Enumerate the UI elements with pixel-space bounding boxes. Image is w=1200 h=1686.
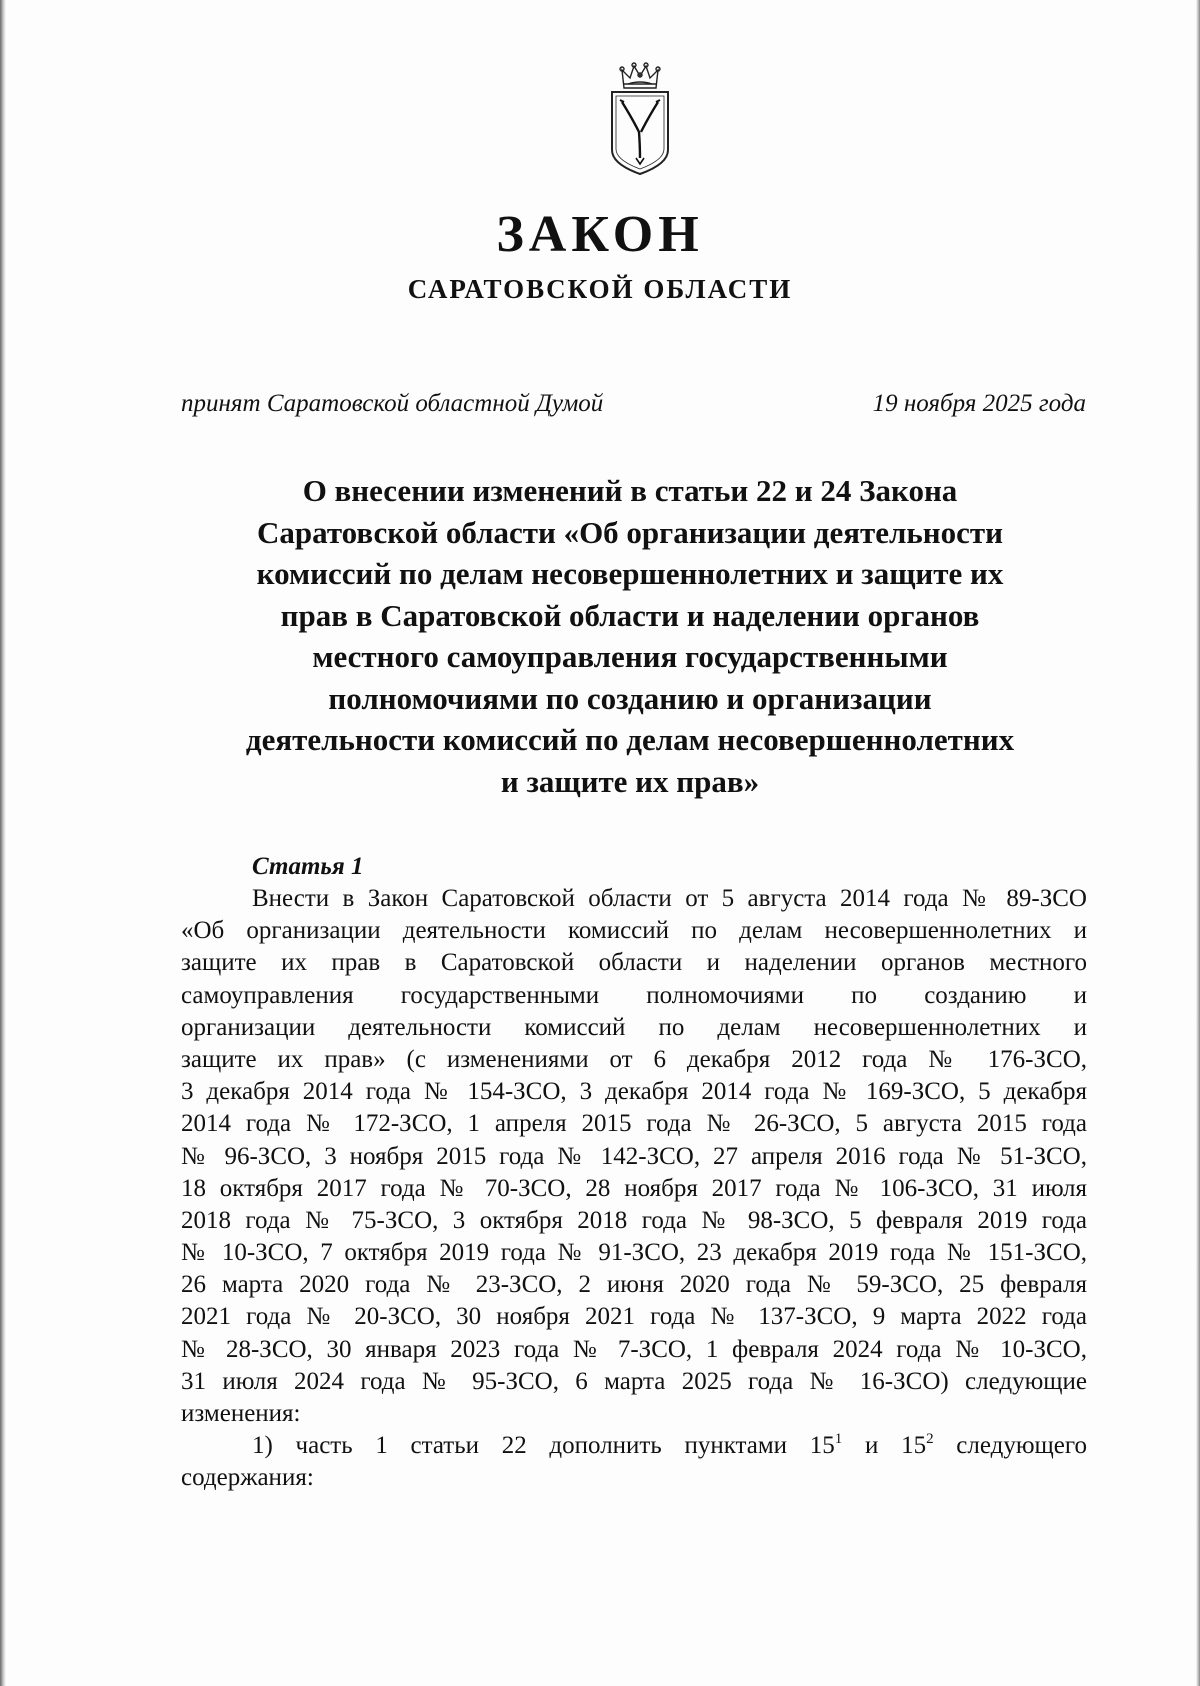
superscript: 2 xyxy=(926,1431,934,1448)
body-line: 3 декабря 2014 года № 154-ЗСО, 3 декабря 2014 года № 169-ЗСО, 5 декабря xyxy=(181,1078,1087,1106)
body-line: организации деятельности комиссий по делам несовершеннолетних и xyxy=(181,1013,1087,1041)
item-1-suffix: следующего xyxy=(933,1432,1087,1460)
heading-line: комиссий по делам несовершеннолетних и защите их xyxy=(256,556,1004,591)
body-line: защите их прав в Саратовской области и наделении органов местного xyxy=(181,949,1087,977)
body-line: защите их прав» (с изменениями от 6 декабря 2012 года № 176-ЗСО, xyxy=(181,1045,1087,1073)
body-line: 18 октября 2017 года № 70-ЗСО, 28 ноября 2017 года № 106-ЗСО, 31 июля xyxy=(181,1174,1087,1202)
item-1-mid: и 15 xyxy=(842,1432,927,1460)
heading-line: полномочиями по созданию и организации xyxy=(328,680,932,716)
body-line: содержания: xyxy=(181,1464,314,1492)
adopted-by: принят Саратовской областной Думой xyxy=(181,390,604,417)
law-title: ЗАКОН xyxy=(496,206,704,263)
body-line: 31 июля 2024 года № 95-ЗСО, 6 марта 2025 года № 16-ЗСО) следующие xyxy=(181,1367,1087,1395)
body-line: № 96-ЗСО, 3 ноября 2015 года № 142-ЗСО, 27 апреля 2016 года № 51-ЗСО, xyxy=(181,1142,1087,1170)
heading-line: О внесении изменений в статьи 22 и 24 Закона xyxy=(302,473,958,508)
heading-line: местного самоуправления государственными xyxy=(312,639,948,674)
body-line: 2014 года № 172-ЗСО, 1 апреля 2015 года № 26-ЗСО, 5 августа 2015 года xyxy=(181,1110,1087,1138)
heading-line: и защите их прав» xyxy=(500,763,760,799)
article-body xyxy=(181,883,1087,1495)
superscript: 1 xyxy=(834,1431,843,1448)
heading-line: Саратовской области «Об организации деятельности xyxy=(257,514,1003,550)
body-line: Внести в Закон Саратовской области от 5 августа 2014 года № 89-ЗСО xyxy=(252,885,1087,912)
heading-line: деятельности комиссий по делам несовершеннолетних xyxy=(245,722,1015,757)
law-subtitle: САРАТОВСКОЙ ОБЛАСТИ xyxy=(407,274,793,304)
body-line: самоуправления государственными полномочиями по созданию и xyxy=(181,981,1087,1009)
body-line: изменения: xyxy=(181,1400,301,1427)
heading-line: прав в Саратовской области и наделении органов xyxy=(280,597,980,633)
body-line: «Об организации деятельности комиссий по делам несовершеннолетних и xyxy=(181,917,1087,945)
body-line: 26 марта 2020 года № 23-ЗСО, 2 июня 2020 года № 59-ЗСО, 25 февраля xyxy=(181,1271,1087,1299)
item-1-line xyxy=(181,1430,1087,1462)
item-1-prefix: 1) часть 1 статьи 22 дополнить пунктами 15 xyxy=(252,1432,835,1460)
body-line: № 28-ЗСО, 30 января 2023 года № 7-ЗСО, 1 февраля 2024 года № 10-ЗСО, xyxy=(181,1335,1087,1363)
adoption-date: 19 ноября 2025 года xyxy=(872,390,1086,417)
body-line: 2021 года № 20-ЗСО, 30 ноября 2021 года № 137-ЗСО, 9 марта 2022 года xyxy=(181,1303,1087,1331)
body-line: 2018 года № 75-ЗСО, 3 октября 2018 года № 98-ЗСО, 5 февраля 2019 года xyxy=(181,1206,1087,1234)
body-line: № 10-ЗСО, 7 октября 2019 года № 91-ЗСО, 23 декабря 2019 года № 151-ЗСО, xyxy=(181,1239,1087,1267)
article-label: Статья 1 xyxy=(252,853,364,880)
document-heading xyxy=(170,470,1090,802)
coat-of-arms-emblem xyxy=(606,58,674,178)
